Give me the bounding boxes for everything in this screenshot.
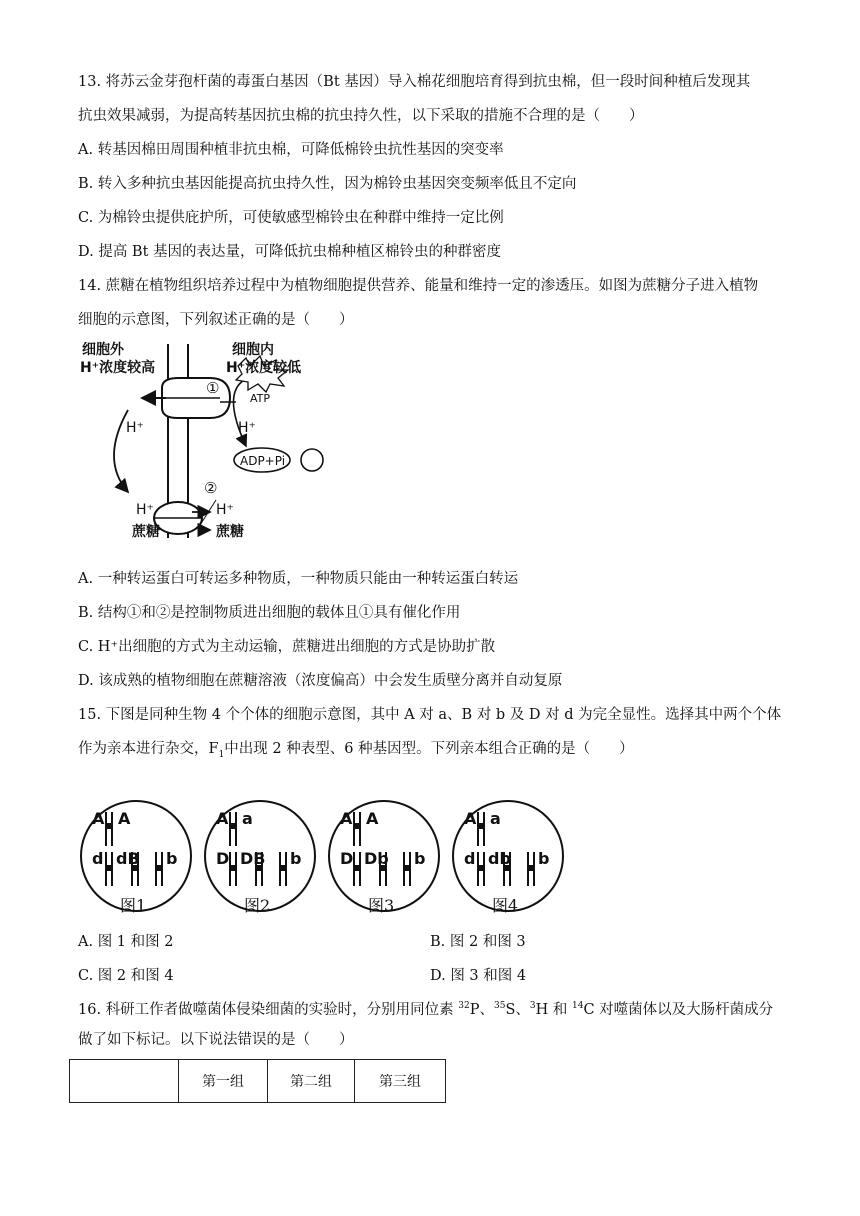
allele-bottom-left: d <box>92 849 104 868</box>
h-plus-protein2-out: H⁺ <box>136 502 154 518</box>
allele-bottom-right: b <box>414 849 426 868</box>
q13-option-a: A. 转基因棉田周围种植非抗虫棉，可降低棉铃虫抗性基因的突变率 <box>78 142 504 158</box>
q16-stem-line2: 做了如下标记。以下说法错误的是（ ） <box>78 1032 354 1048</box>
atp-label: ATP <box>250 392 271 405</box>
q14-option-d: D. 该成熟的植物细胞在蔗糖溶液（浓度偏高）中会发生质壁分离并自动复原 <box>78 673 563 689</box>
sucrose-in-label: 蔗糖 <box>216 524 244 540</box>
allele-top-right: A <box>118 809 131 828</box>
q13-option-b: B. 转入多种抗虫基因能提高抗虫持久性，因为棉铃虫基因突变频率低且不定向 <box>78 176 577 192</box>
q13-stem-line2: 抗虫效果减弱，为提高转基因抗虫棉的抗虫持久性，以下采取的措施不合理的是（ ） <box>78 108 644 124</box>
allele-top-right: a <box>490 809 501 828</box>
h-plus-out-label: H⁺ <box>126 420 144 436</box>
allele-bottom-right: b <box>538 849 550 868</box>
allele-top-left: A <box>92 809 105 828</box>
q14-stem-line2: 细胞的示意图，下列叙述正确的是（ ） <box>78 312 354 328</box>
h-plus-in-label: H⁺ <box>238 420 256 436</box>
outside-h-concentration: H⁺浓度较高 <box>80 360 156 376</box>
inside-h-concentration: H⁺浓度较低 <box>226 360 302 376</box>
allele-bottom-middle: dB <box>116 849 140 868</box>
q14-stem-line1: 14. 蔗糖在植物组织培养过程中为植物细胞提供营养、能量和维持一定的渗透压。如图为蔗糖分子进入植物 <box>78 278 759 294</box>
table-header-group2: 第二组 <box>268 1060 355 1103</box>
allele-top-right: a <box>242 809 253 828</box>
q13-option-d: D. 提高 Bt 基因的表达量，可降低抗虫棉种植区棉铃虫的种群密度 <box>78 244 502 260</box>
allele-bottom-left: D <box>340 849 354 868</box>
figure-4-caption: 图4 <box>492 896 519 915</box>
q15-option-d: D. 图 3 和图 4 <box>430 968 527 984</box>
q16-stem-line1: 16. 科研工作者做噬菌体侵染细菌的实验时，分别用同位素 $^{32}$P、$^{35}$S、$^3$H 和 $^{14}$C 对噬菌体以及大肠杆菌成分 <box>78 1001 774 1018</box>
figure-2-caption: 图2 <box>244 896 271 915</box>
table-header-group1: 第一组 <box>179 1060 268 1103</box>
allele-top-left: A <box>216 809 229 828</box>
allele-bottom-left: d <box>464 849 476 868</box>
allele-bottom-middle: Db <box>364 849 389 868</box>
allele-bottom-middle: DB <box>240 849 266 868</box>
inside-label: 细胞内 <box>232 342 274 358</box>
structure-1-marker: ① <box>206 379 220 397</box>
allele-top-left: A <box>340 809 353 828</box>
q13-stem-line1: 13. 将苏云金芽孢杆菌的毒蛋白基因（Bt 基因）导入棉花细胞培育得到抗虫棉，但一段时间种植后发现其 <box>78 74 751 90</box>
q16-label-table <box>69 1059 446 1103</box>
q13-option-c: C. 为棉铃虫提供庇护所，可使敏感型棉铃虫在种群中维持一定比例 <box>78 210 504 226</box>
q15-option-c: C. 图 2 和图 4 <box>78 968 174 984</box>
q14-option-b: B. 结构①和②是控制物质进出细胞的载体且①具有催化作用 <box>78 605 461 621</box>
allele-top-right: A <box>366 809 379 828</box>
allele-bottom-middle: db <box>488 849 511 868</box>
figure-1-caption: 图1 <box>120 896 147 915</box>
membrane-diagram <box>70 340 330 540</box>
figure-3-caption: 图3 <box>368 896 395 915</box>
outside-label: 细胞外 <box>82 342 124 358</box>
q15-option-b: B. 图 2 和图 3 <box>430 934 526 950</box>
table-header-group3: 第三组 <box>355 1060 446 1103</box>
adp-pi-label: ADP+Pi <box>240 454 286 468</box>
q15-stem-line2: 作为亲本进行杂交，$F_1$中出现 2 种表型、6 种基因型。下列亲本组合正确的是（ ） <box>78 741 634 760</box>
allele-bottom-right: b <box>290 849 302 868</box>
h-plus-protein2-in: H⁺ <box>216 502 234 518</box>
table-header-empty <box>70 1060 179 1103</box>
q15-stem-line1: 15. 下图是同种生物 4 个个体的细胞示意图，其中 A 对 a、B 对 b 及 D 对 d 为完全显性。选择其中两个个体 <box>78 707 782 723</box>
allele-bottom-left: D <box>216 849 230 868</box>
q14-option-c: C. H⁺出细胞的方式为主动运输，蔗糖进出细胞的方式是协助扩散 <box>78 639 496 655</box>
structure-2-marker: ② <box>204 479 218 497</box>
q14-option-a: A. 一种转运蛋白可转运多种物质，一种物质只能由一种转运蛋白转运 <box>78 571 519 587</box>
table-header-row <box>70 1060 446 1103</box>
sucrose-out-label: 蔗糖 <box>132 524 160 540</box>
allele-top-left: A <box>464 809 477 828</box>
q15-option-a: A. 图 1 和图 2 <box>78 934 174 950</box>
allele-bottom-right: b <box>166 849 178 868</box>
